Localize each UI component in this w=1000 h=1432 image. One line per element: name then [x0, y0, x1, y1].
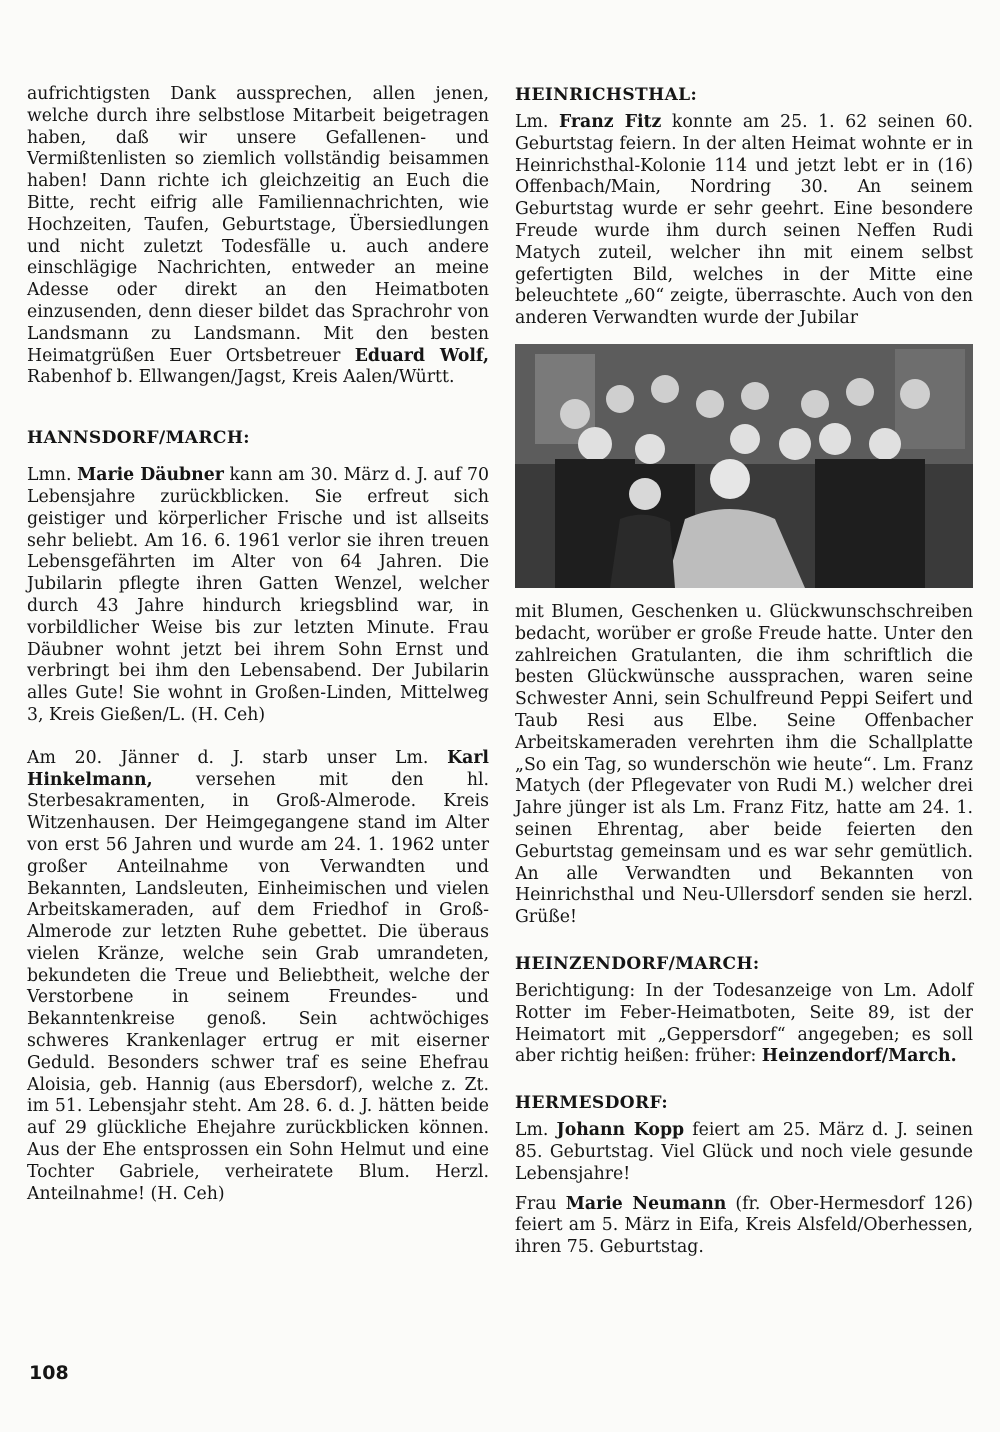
fitz-paragraph [515, 112, 973, 330]
kopp-text: feiert am 25. März d. J. seinen 85. Geburtstag. Viel Glück und noch viele gesunde Lebensjahre! [515, 1120, 973, 1184]
fitz-pre: Lm. [515, 112, 559, 132]
page-number: 108 [29, 1362, 69, 1384]
intro-text: aufrichtigsten Dank aussprechen, allen jenen, welche durch ihre selbstlose Mitarbeit beigetragen haben, daß wir unsere Gefallenen- und Vermißtenlisten so ziemlich vollständig beisammen haben! Dann richte ich gleichzeitig an Euch die Bitte, recht eifrig alle Familiennachrichten, wie Hochzeiten, Taufen, Geburtstage, Übersiedlungen und nicht zuletzt Todesfälle u. auch andere einschlägige Nachrichten, entweder an meine Adesse oder direkt an den Heimatboten einzusenden, denn dieser bildet das Sprachrohr von Landsmann zu Landsmann. Mit den besten Heimatgrüßen Euer Ortsbetreuer [27, 84, 489, 366]
family-group-photo [515, 344, 973, 588]
ortsbetreuer-name: Eduard Wolf, [354, 345, 489, 366]
daeubner-text: kann am 30. März d. J. auf 70 Lebensjahre zurückblicken. Sie erfreut sich geistiger und körperlicher Frische und ist allseits sehr beliebt. Am 16. 6. 1961 verlor sie ihren treuen Lebensgefährten im Alter von 64 Jahren. Die Jubilarin pflegte ihren Gatten Wenzel, welcher durch 43 Jahre hindurch kriegsblind war, in vorbildlicher Weise bis zur letzten Minute. Frau Däubner wohnt jetzt bei ihrem Sohn Ernst und verbringt bei ihm den Lebensabend. Der Jubilarin alles Gute! Sie wohnt in Großen-Linden, Mittelweg 3, Kreis Gießen/L. (H. Ceh) [27, 465, 489, 725]
hermesdorf-heading: HERMESDORF: [515, 1093, 669, 1114]
rotter-place: Heinzendorf/March. [761, 1046, 957, 1067]
neumann-text: (fr. Ober-Hermesdorf 126) feiert am 5. März in Eifa, Kreis Alsfeld/Oberhessen, ihren 75. Geburtstag. [515, 1193, 973, 1258]
hinkelmann-text: versehen mit den hl. Sterbesakramenten, in Groß-Almerode. Kreis Witzenhausen. Der Heimgegangene stand im Alter von erst 56 Jahren und wurde am 24. 1. 1962 unter großer Anteilnahme von Verwandten und Bekannten, Landsleuten, Einheimischen und vielen Arbeitskameraden, auf dem Friedhof in Groß-Almerode zur letzten Ruhe gebettet. Die überaus vielen Kränze, welche sein Grab umrandeten, bekundeten die Treue und Beliebtheit, welche der Verstorbene in seinem Freundes- und Bekanntenkreise genoß. Sein achtwöchiges schweres Krankenlager ertrug er mit eiserner Geduld. Besonders schwer traf es seine Ehefrau Aloisia, geb. Hannig (aus Ebersdorf), welche z. Zt. im 51. Lebensjahr steht. Am 28. 6. d. J. hätten beide auf 29 glückliche Ehejahre zurückblicken können. Aus der Ehe entsprossen ein Sohn Helmut und eine Tochter Gabriele, verheiratete Blum. Herzl. Anteilnahme! (H. Ceh) [27, 769, 489, 1204]
intro-address: Rabenhof b. Ellwangen/Jagst, Kreis Aalen/Württ. [27, 367, 455, 388]
kopp-name: Johann Kopp [556, 1120, 685, 1141]
neumann-name: Marie Neumann [565, 1193, 727, 1214]
daeubner-pre: Lmn. [27, 465, 78, 486]
hinkelmann-paragraph [27, 748, 489, 1206]
hannsdorf-heading: HANNSDORF/MARCH: [27, 428, 250, 449]
photo-illustration [515, 344, 973, 588]
kopp-pre: Lm. [515, 1120, 557, 1141]
fitz-name: Franz Fitz [558, 112, 662, 132]
rotter-paragraph [515, 981, 973, 1068]
heinzendorf-heading: HEINZENDORF/MARCH: [515, 953, 760, 974]
left-column [27, 84, 489, 1205]
neumann-pre: Frau [515, 1193, 566, 1214]
kopp-paragraph [515, 1120, 973, 1185]
right-column [515, 84, 973, 1259]
intro-paragraph [27, 84, 489, 389]
hinkelmann-pre: Am 20. Jänner d. J. starb unser Lm. [27, 747, 448, 768]
daeubner-name: Marie Däubner [77, 465, 224, 486]
neumann-paragraph [515, 1194, 973, 1259]
fitz-paragraph-continued: mit Blumen, Geschenken u. Glückwunschschreiben bedacht, worüber er große Freude hatte. Unter den zahlreichen Gratulanten, die ihm schriftlich die besten Glückwünsche aussprachen, waren seine Schwester Anni, sein Schulfreund Peppi Seifert und Taub Resi aus Elbe. Seine Offenbacher Arbeitskameraden verehrten ihm die Schallplatte „So ein Tag, so wunderschön wie heute“. Lm. Franz Matych (der Pflegevater von Rudi M.) welcher drei Jahre jünger ist als Lm. Franz Fitz, hatte am 24. 1. seinen Ehrentag, aber beide feierten den Geburtstag gemeinsam und es war sehr gemütlich. An alle Verwandten und Bekannten von Heinrichsthal und Neu-Ullersdorf senden sie herzl. Grüße! [515, 601, 973, 928]
hinkelmann-name: Karl Hinkelmann, [27, 747, 489, 790]
rotter-text: Berichtigung: In der Todesanzeige von Lm. Adolf Rotter im Feber-Heimatboten, Seite 89, ist der Heimatort mit „Geppersdorf“ angegeben; es soll aber richtig heißen: früher: [515, 980, 973, 1067]
daeubner-paragraph [27, 465, 489, 727]
heinrichsthal-heading: HEINRICHSTHAL: [515, 85, 698, 105]
fitz-text: konnte am 25. 1. 62 seinen 60. Geburtstag feiern. In der alten Heimat wohnte er in Heinrichsthal-Kolonie 114 und jetzt lebt er in (16) Offenbach/Main, Nordring 30. An seinem Geburtstag wurde er sehr geehrt. Eine besondere Freude wurde ihm durch seinen Neffen Rudi Matych zuteil, welcher ihn mit einem selbst gefertigten Bild, welches in der Mitte eine beleuchtete „60“ zeigte, überraschte. Auch von den anderen Verwandten wurde der Jubilar [515, 112, 973, 329]
